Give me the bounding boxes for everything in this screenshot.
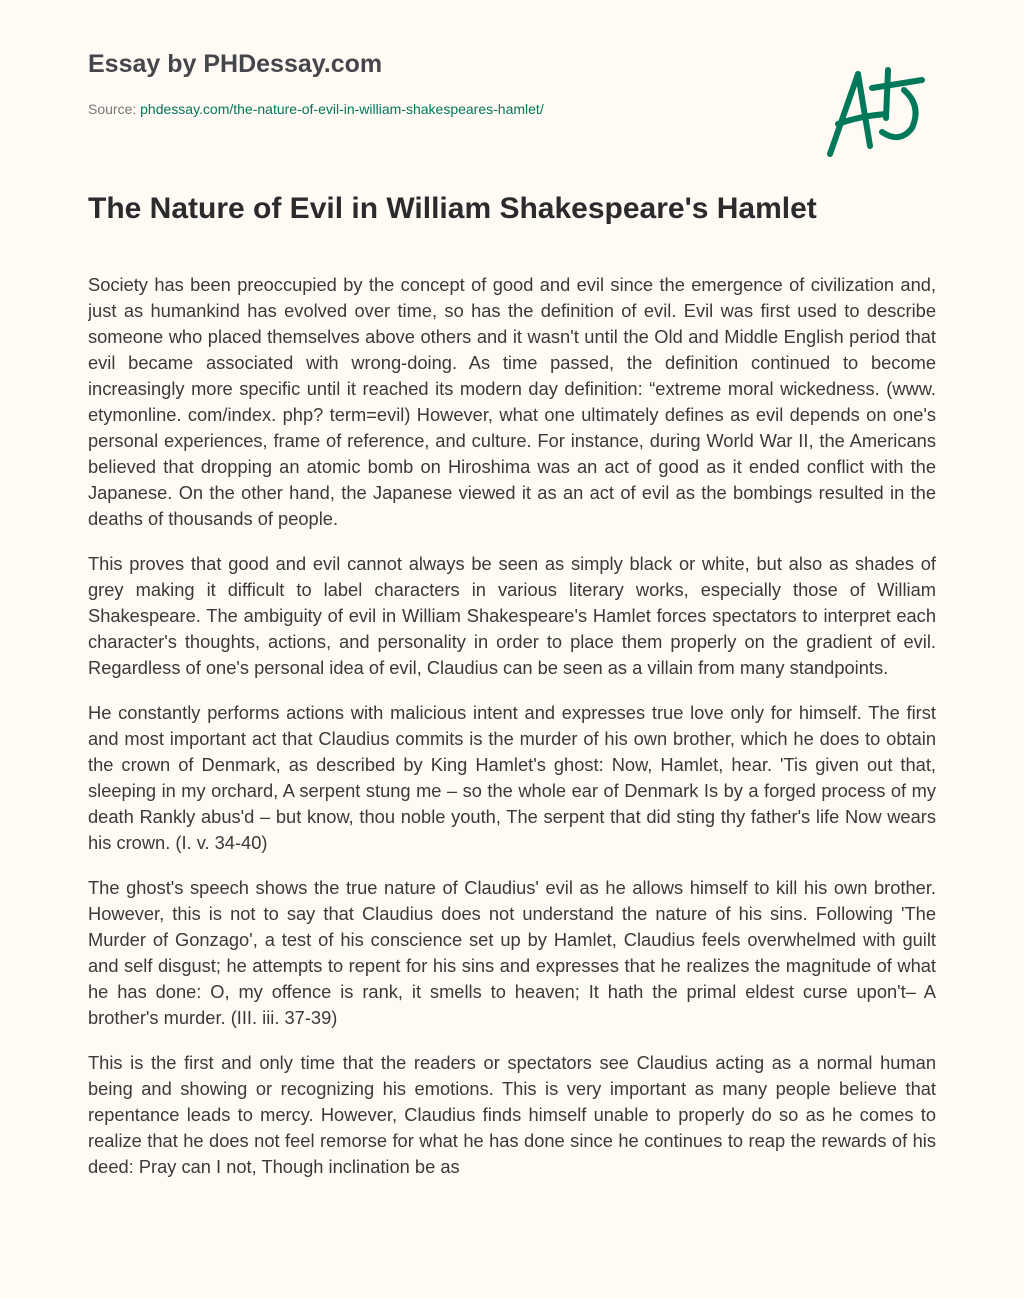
paragraph: This proves that good and evil cannot always be seen as simply black or white, but also as shades of grey making it difficult to label characters in various literary works, especially those of William Shakespeare. The ambiguity of evil in William Shakespeare's Hamlet forces spectators to interpret each character's thoughts, actions, and personality in order to place them properly on the gradient of evil. Regardless of one's personal idea of evil, Claudius can be seen as a villain from many standpoints. [88, 553, 936, 678]
a-plus-logo-icon [820, 66, 930, 158]
paragraph: Society has been preoccupied by the concept of good and evil since the emergence of civilization and, just as humankind has evolved over time, so has the definition of evil. Evil was first used to describe someone who placed themselves above others and it wasn't until the Old and Middle English period that evil became associated with wrong-doing. As time passed, the definition continued to become increasingly more specific until it reached its modern day definition: “extreme moral wickedness. (www. etymonline. com/index. php? term=evil) However, what one ultimately defines as evil depends on one's personal experiences, frame of reference, and culture. For instance, during World War II, the Americans believed that dropping an atomic bomb on Hiroshima was an act of good as it ended conflict with the Japanese. On the other hand, the Japanese viewed it as an act of evil as the bombings resulted in the deaths of thousands of people. [88, 274, 936, 529]
site-brand: Essay by PHDessay.com [88, 50, 383, 78]
paragraph: The ghost's speech shows the true nature of Claudius' evil as he allows himself to kill his own brother. However, this is not to say that Claudius does not understand the nature of his sins. Following 'The Murder of Gonzago', a test of his conscience set up by Hamlet, Claudius feels overwhelmed with guilt and self disgust; he attempts to repent for his sins and expresses that he realizes the magnitude of what he has done: O, my offence is rank, it smells to heaven; It hath the primal eldest curse upon't– A brother's murder. (III. iii. 37-39) [88, 877, 936, 1028]
essay-body [88, 272, 936, 1252]
source-link[interactable]: phdessay.com/the-nature-of-evil-in-william-shakespeares-hamlet/ [140, 101, 544, 117]
paragraph: He constantly performs actions with malicious intent and expresses true love only for himself. The first and most important act that Claudius commits is the murder of his own brother, which he does to obtain the crown of Denmark, as described by King Hamlet's ghost: Now, Hamlet, hear. 'Tis given out that, sleeping in my orchard, A serpent stung me – so the whole ear of Denmark Is by a forged process of my death Rankly abus'd – but know, thou noble youth, The serpent that did sting thy father's life Now wears his crown. (I. v. 34-40) [88, 702, 936, 853]
source-label: Source: [88, 101, 137, 117]
paragraph: This is the first and only time that the readers or spectators see Claudius acting as a normal human being and showing or recognizing his emotions. This is very important as many people believe that repentance leads to mercy. However, Claudius finds himself unable to properly do so as he comes to realize that he does not feel remorse for what he has done since he continues to reap the rewards of his deed: Pray can I not, Though inclination be as [88, 1052, 936, 1177]
source-line [88, 101, 544, 117]
page-title: The Nature of Evil in William Shakespeare's Hamlet [88, 192, 817, 225]
